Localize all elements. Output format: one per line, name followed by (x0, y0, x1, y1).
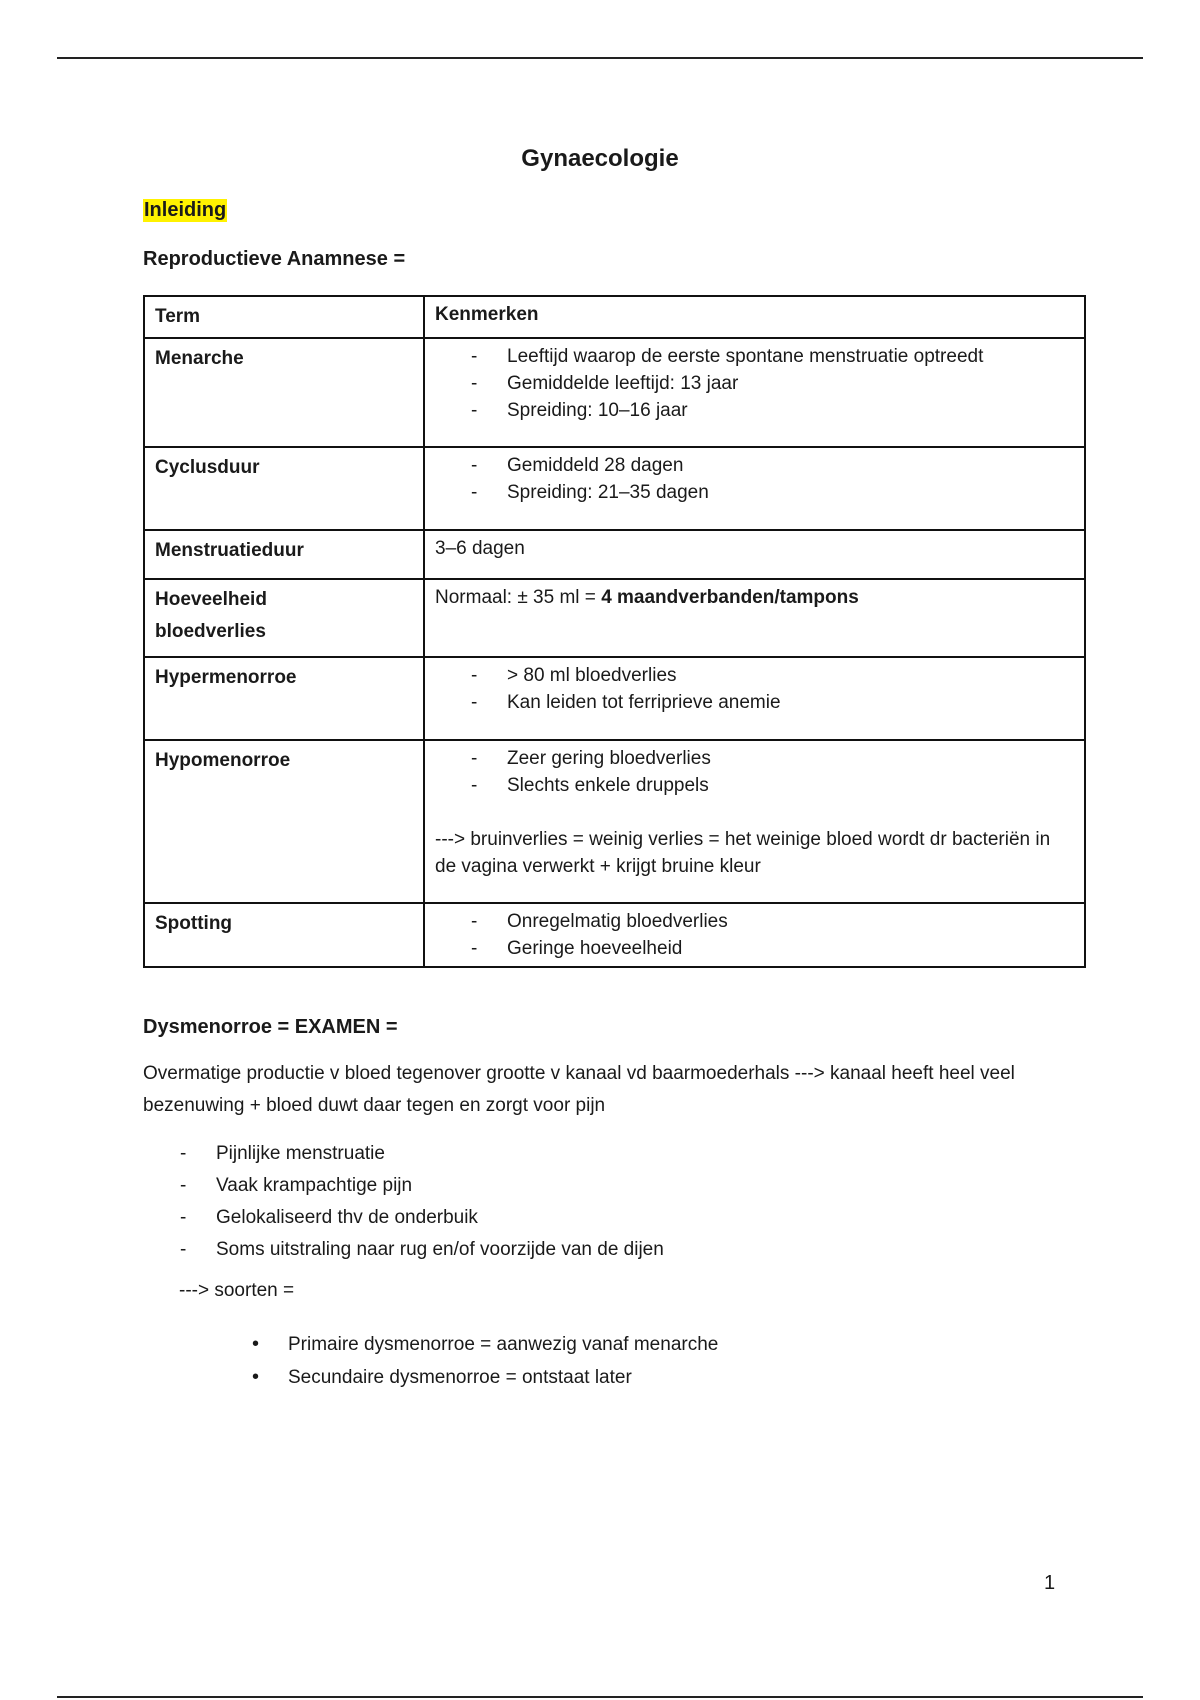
row-kenmerken (424, 903, 1085, 967)
row-kenmerken (424, 447, 1085, 530)
document-title: Gynaecologie (521, 145, 679, 172)
symptom-list (143, 1138, 664, 1266)
reproductive-anamnesis-heading: Reproductieve Anamnese = (143, 248, 406, 270)
table-row (144, 579, 1085, 657)
highlighted-section-heading: Inleiding (144, 199, 227, 221)
row-term: Menarche (144, 338, 424, 447)
row-kenmerken (424, 657, 1085, 740)
term-line: Hoeveelheid (155, 589, 267, 610)
list-item: - Vaak krampachtige pijn (143, 1170, 664, 1202)
list-item: - Spreiding: 21–35 dagen (435, 479, 1074, 506)
page-number: 1 (1044, 1572, 1056, 1594)
list-item: - Pijnlijke menstruatie (143, 1138, 664, 1170)
row-kenmerken (424, 579, 1085, 657)
row-term: Spotting (144, 903, 424, 967)
list-item: - Soms uitstraling naar rug en/of voorzijde van de dijen (143, 1234, 664, 1266)
row-term: Hypermenorroe (144, 657, 424, 740)
row-term: Hypomenorroe (144, 740, 424, 903)
row-kenmerken: 3–6 dagen (424, 530, 1085, 579)
footer-rule (57, 1696, 1143, 1698)
list-item: - > 80 ml bloedverlies (435, 662, 1074, 689)
list-item: - Leeftijd waarop de eerste spontane menstruatie optreedt (435, 343, 1074, 370)
row-term (144, 579, 424, 657)
list-item: - Gelokaliseerd thv de onderbuik (143, 1202, 664, 1234)
row-term: Menstruatieduur (144, 530, 424, 579)
list-item: - Zeer gering bloedverlies (435, 745, 1074, 772)
dysmenorrhea-heading: Dysmenorroe = EXAMEN = (143, 1016, 398, 1038)
normal-amount-bold: 4 maandverbanden/tampons (601, 587, 859, 608)
header-kenmerken: Kenmerken (424, 296, 1085, 338)
list-item: - Slechts enkele druppels (435, 772, 1074, 799)
table-row (144, 903, 1085, 967)
dysmenorrhea-paragraph: Overmatige productie v bloed tegenover grootte v kanaal vd baarmoederhals ---> kanaal heeft heel veel bezenuwing + bloed duwt daar tegen en zorgt voor pijn (143, 1063, 1015, 1116)
table-header-row (144, 296, 1085, 338)
table-row (144, 338, 1085, 447)
row-term: Cyclusduur (144, 447, 424, 530)
table-row (144, 740, 1085, 903)
header-rule (57, 57, 1143, 59)
term-line: bloedverlies (155, 621, 266, 642)
list-item: - Gemiddelde leeftijd: 13 jaar (435, 370, 1074, 397)
list-item: - Kan leiden tot ferriprieve anemie (435, 689, 1074, 716)
list-item: - Spreiding: 10–16 jaar (435, 397, 1074, 424)
types-list (143, 1328, 718, 1394)
list-item: - Geringe hoeveelheid (435, 935, 1074, 962)
row-kenmerken (424, 338, 1085, 447)
table-row (144, 530, 1085, 579)
anamnesis-table (143, 295, 1086, 968)
normal-amount-text: Normaal: ± 35 ml = (435, 587, 602, 608)
list-item: - Gemiddeld 28 dagen (435, 452, 1074, 479)
table-row (144, 657, 1085, 740)
types-label: ---> soorten = (179, 1280, 295, 1301)
header-term: Term (144, 296, 424, 338)
row-kenmerken (424, 740, 1085, 903)
row-note: ---> bruinverlies = weinig verlies = het weinige bloed wordt dr bacteriën in de vagina verwerkt + krijgt bruine kleur (435, 829, 1051, 877)
list-item: • Primaire dysmenorroe = aanwezig vanaf menarche (143, 1328, 718, 1361)
table-row (144, 447, 1085, 530)
list-item: • Secundaire dysmenorroe = ontstaat later (143, 1361, 718, 1394)
list-item: - Onregelmatig bloedverlies (435, 908, 1074, 935)
